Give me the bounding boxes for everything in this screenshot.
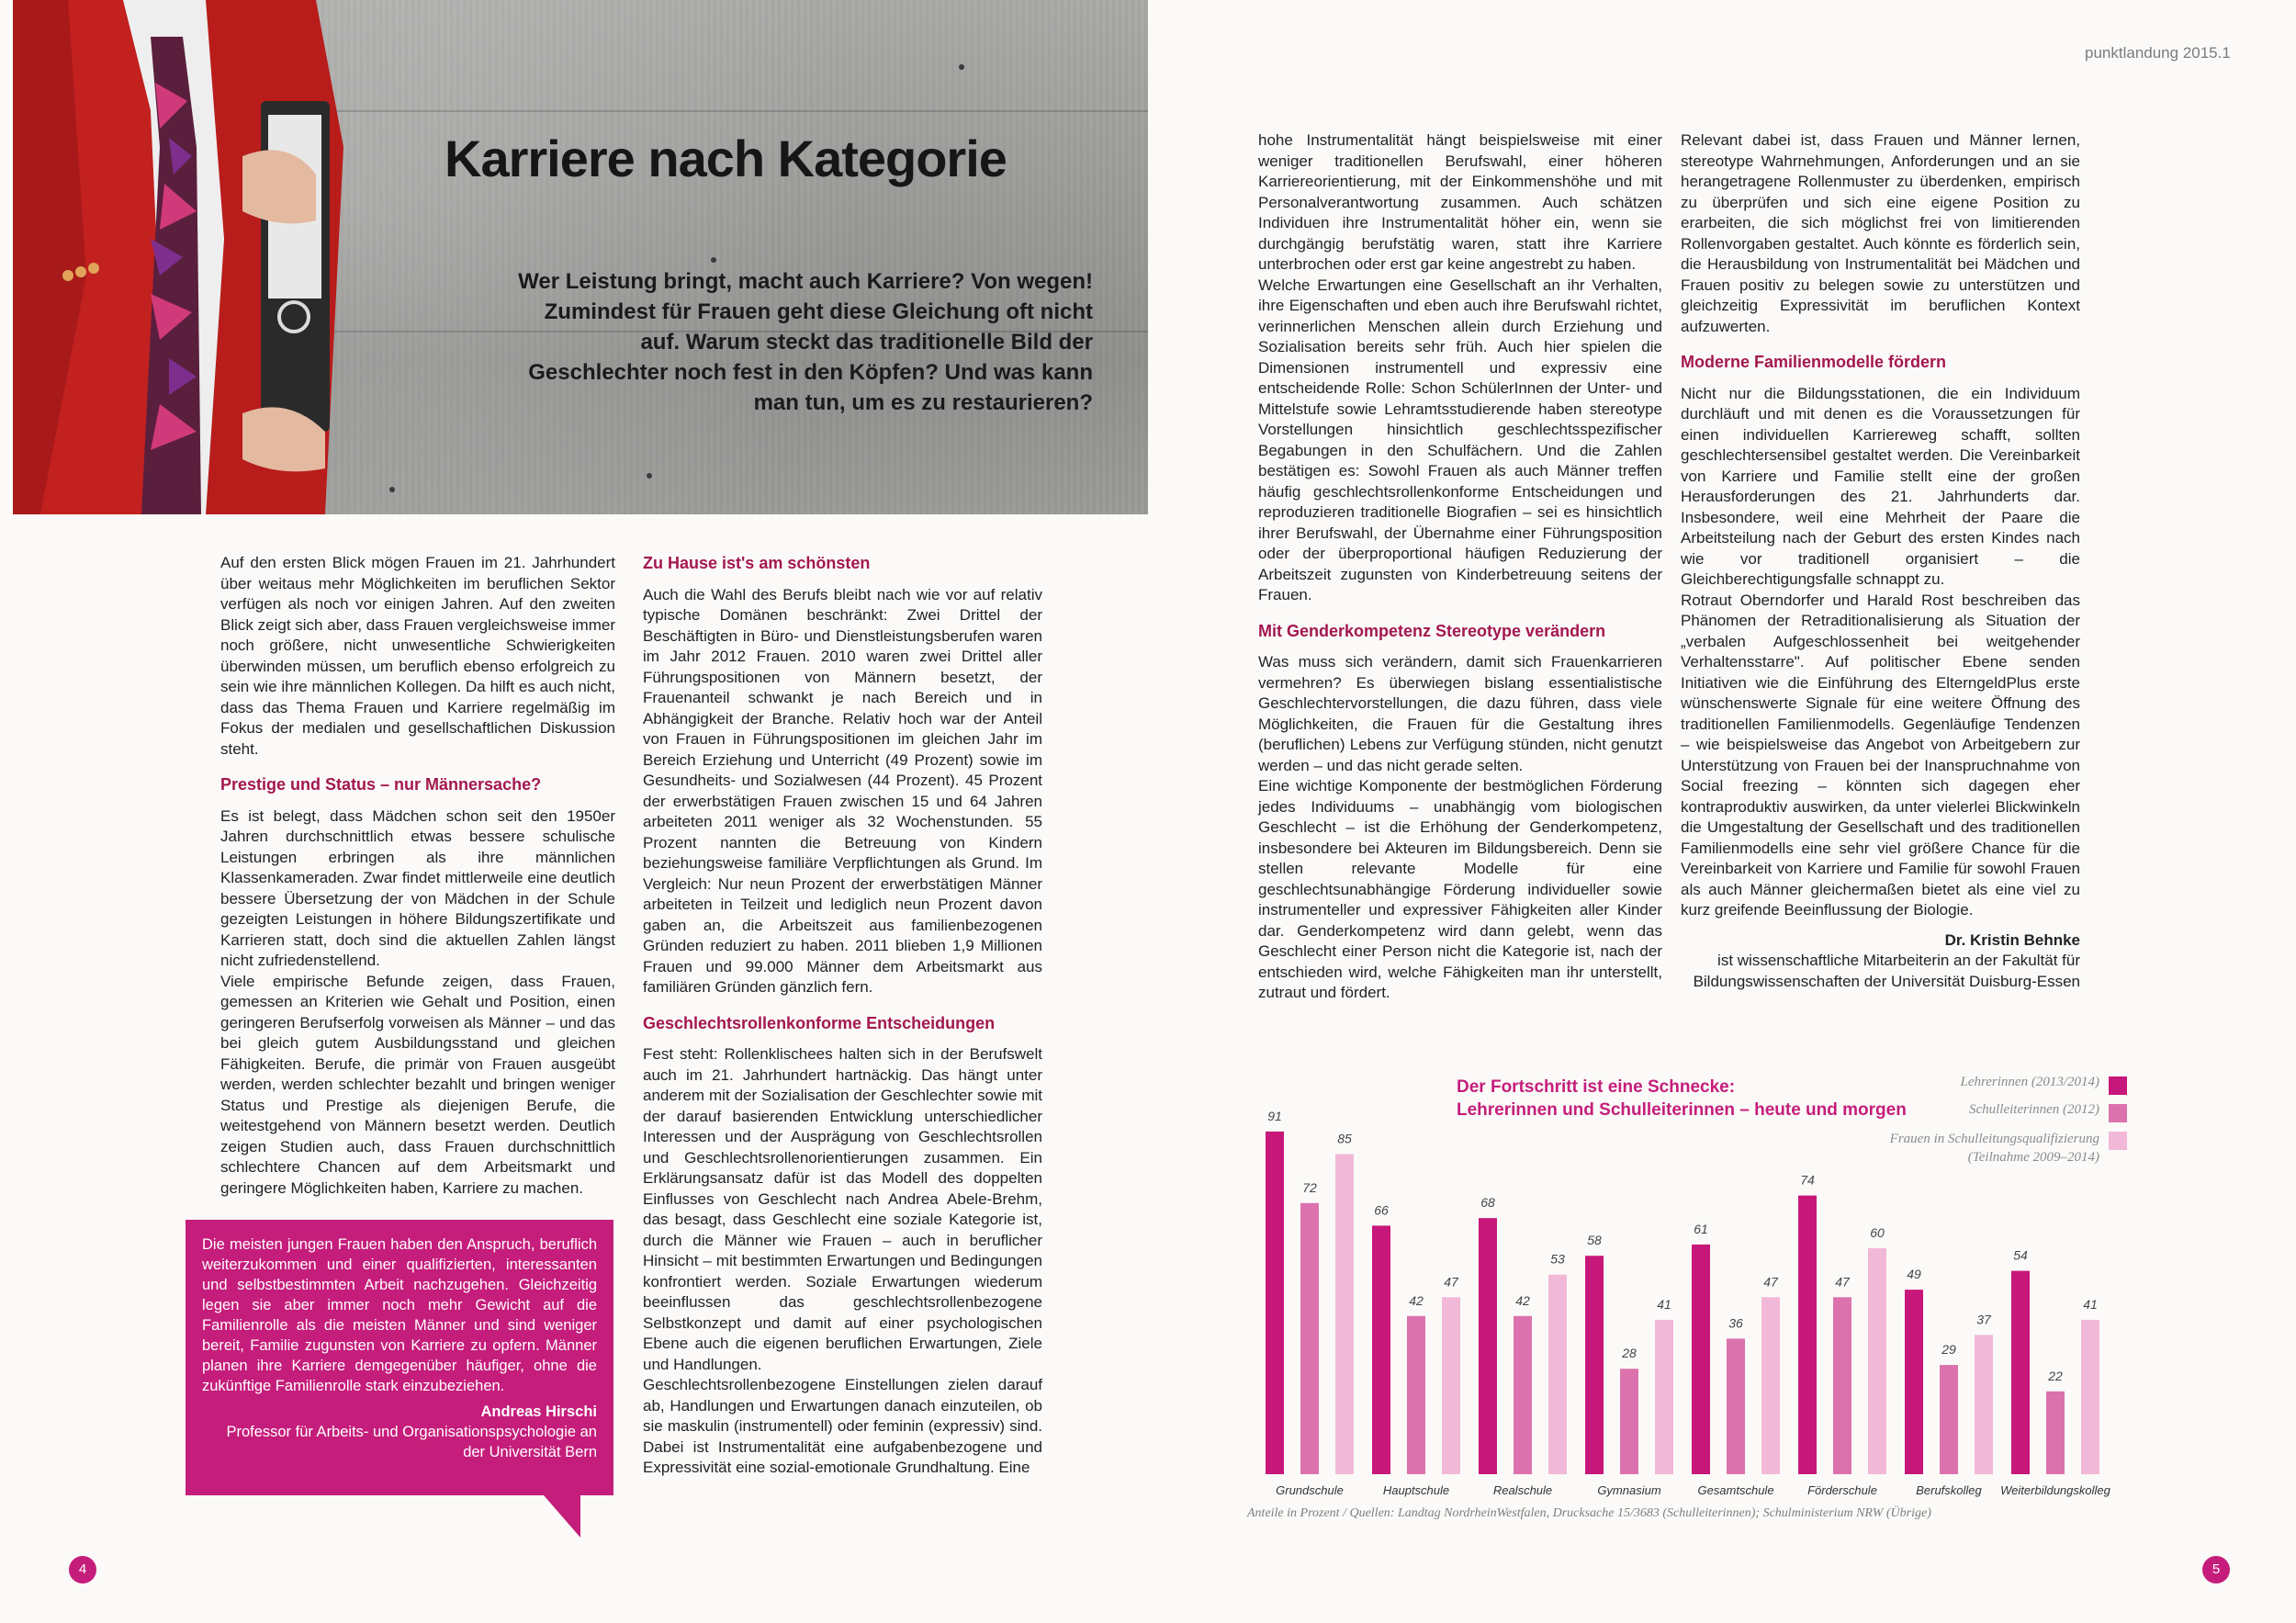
quote-author: Andreas Hirschi — [480, 1403, 597, 1420]
bar-förderschule-series-2 — [1833, 1297, 1851, 1474]
article-column-1 — [220, 553, 615, 1199]
intro-paragraph: Auf den ersten Blick mögen Frauen im 21. Jahrhundert über weitaus mehr Möglichkeiten im beruflichen Sektor verfügen als noch vor einigen Jahren. Auf den zweiten Blick zeigt sich aber, dass Frauen vergleichsweise immer noch größere, nicht unwesentliche Schwierigkeiten überwinden müssen, um beruflich ebenso erfolgreich zu sein wie ihre männlichen Kollegen. Da hilft es auch nicht, dass das Thema Frauen und Karriere regelmäßig im Fokus der medialen und gesellschaftlichen Diskussion steht. — [220, 554, 615, 758]
paragraph: Relevant dabei ist, dass Frauen und Männer lernen, stereotype Wahrnehmungen, Anforderungen und an sie herangetragene Rollenmuster zu überdenken, empirisch zu überprüfen und sich eine eigene Position zu erarbeiten, die sich möglichst frei von limitierenden Rollenvorgaben gestaltet. Auch könnte es förderlich sein, die Herausbildung von Instrumentalität bei Mädchen und Frauen positiv zu belegen sowie zu unterstützen und gleichzeitig Expressivität im beruflichen Kontext aufzuwerten. — [1681, 131, 2080, 335]
legend-label: Frauen in Schulleitungsqualifizierung — [1889, 1132, 2099, 1146]
article-column-2 — [643, 553, 1042, 1479]
data-label: 28 — [1622, 1346, 1637, 1361]
subheading-geschlechtsrollen: Geschlechtsrollenkonforme Entscheidungen — [643, 1013, 996, 1032]
speech-bubble-tail — [544, 1495, 580, 1538]
data-label: 58 — [1587, 1233, 1602, 1248]
paragraph: Nicht nur die Bildungsstationen, die ein Individuum durchläuft und mit denen es die Voraussetzungen für einen individuellen Karriereweg schafft, sollten geschlechtersensibel gestaltet werden. Die Vereinbarkeit von Karriere und Familie stellt eine der großen Herausforderungen des 21. Jahrhunderts dar. Insbesondere, weil eine Mehrheit der Paare die Arbeitsteilung nach der Geburt des ersten Kindes nach wie vor traditionell organisiert – die Gleichberechtigungsfalle schnappt zu. — [1681, 384, 2080, 588]
category-label: Gesamtschule — [1697, 1483, 1774, 1497]
paragraph: Es ist belegt, dass Mädchen schon seit den 1950er Jahren durchschnittlich etwas bessere schulische Leistungen erbringen als ihre männlichen Klassenkameraden. Zwar findet mittlerweile eine deutlich bessere Übersetzung der von Mädchen in der Schule gezeigten Leistungen in höhere Bildungszertifikate und Karrieren statt, doch sind die aktuellen Zahlen längst nicht zufriedenstellend. — [220, 806, 615, 969]
page-number-right: 5 — [2202, 1556, 2230, 1584]
bar-grundschule-series-2 — [1300, 1203, 1319, 1474]
hero-image — [13, 0, 1148, 514]
data-label: 22 — [2048, 1368, 2063, 1383]
paragraph: Eine wichtige Komponente der bestmöglichen Förderung jedes Individuums – unabhängig vom biologischen Geschlecht – ist die Erhöhung der Genderkompetenz, insbesondere bei Akteuren im Bildungsbereich. Denn sie stellen relevante Modelle für eine geschlechtsunabhängige Förderung individueller sowie instrumenteller und expressiver Fähigkeiten aller Kinder dar. Genderkompetenz wird dann gelebt, wenn das Geschlecht einer Person nicht die Kategorie ist, nach der entschieden wird, welche Fähigkeiten man ihr unterstellt, zutraut und fördert. — [1258, 777, 1662, 1001]
article-column-4 — [1681, 130, 2080, 992]
bar-förderschule-series-3 — [1868, 1248, 1886, 1474]
subheading-familienmodelle: Moderne Familienmodelle fördern — [1681, 353, 1947, 371]
bar-gesamtschule-series-1 — [1692, 1245, 1710, 1474]
data-label: 60 — [1870, 1225, 1885, 1240]
data-label: 41 — [2083, 1296, 2098, 1312]
running-head: punktlandung 2015.1 — [2085, 44, 2231, 62]
legend-label: Lehrerinnen (2013/2014) — [1960, 1075, 2099, 1089]
data-label: 36 — [1728, 1315, 1743, 1331]
category-label: Berufskolleg — [1916, 1483, 1982, 1497]
data-label: 61 — [1694, 1221, 1708, 1236]
bar-gymnasium-series-2 — [1620, 1369, 1638, 1474]
subheading-prestige: Prestige und Status – nur Männersache? — [220, 775, 542, 794]
paragraph: Viele empirische Befunde zeigen, dass Frauen, gemessen an Kriterien wie Gehalt und Position, einen geringeren Berufserfolg vorweisen als Männer – und das bei gleich gutem Ausbildungsstand und gleichen Fähigkeiten. Berufe, die primär von Frauen ausgeübt werden, werden schlechter bezahlt und bringen weniger Status und Prestige als diejenigen Berufe, die weitestgehend von Männern besetzt werden. Deutlich zeigen Studien auch, dass Frauen durchschnittlich schlechtere Chancen auf dem Arbeitsmarkt und geringere Möglichkeiten haben, Karriere zu machen. — [220, 972, 615, 1197]
article-title: Karriere nach Kategorie — [445, 130, 1007, 187]
page-right — [1148, 0, 2296, 1623]
chart-source: Anteile in Prozent / Quellen: Landtag NordrheinWestfalen, Drucksache 15/3683 (Schulleiterinnen); Schulministerium NRW (Übrige) — [1247, 1506, 1931, 1520]
paragraph: Was muss sich verändern, damit sich Frauenkarrieren vermehren? Es überwiegen bislang essentialistische Geschlechtervorstellungen, die dazu führen, dass viele Möglichkeiten, die Frauen für die Gestaltung ihres (beruflichen) Lebens zur Verfügung stünden, nicht genutzt werden – und das nicht gerade selten. — [1258, 653, 1662, 774]
data-label: 74 — [1800, 1172, 1815, 1188]
person-illustration — [13, 0, 380, 514]
bar-berufskolleg-series-3 — [1975, 1335, 1993, 1474]
chart-title-line-2: Lehrerinnen und Schulleiterinnen – heute und morgen — [1457, 1100, 1907, 1120]
data-label: 53 — [1550, 1251, 1565, 1267]
quote-text: Die meisten jungen Frauen haben den Anspruch, beruflich weiterzukommen und einer qualifizierten, interessanten und selbstbestimmten Arbeit nachzugehen. Gleichzeitig legen sie aber immer noch mehr Gewicht auf die Familienrolle als die meisten Männer und sind weniger bereit, Familie zugunsten von Karriere zu opfern. Männer planen ihre Karriere demgegenüber häufiger, ohne die zukünftige Familienrolle stark einzubeziehen. — [202, 1236, 597, 1394]
data-label: 54 — [2013, 1247, 2028, 1263]
chart-legend — [1824, 1075, 2127, 1176]
quote-author-role: Professor für Arbeits- und Organisationspsychologie an der Universität Bern — [226, 1424, 597, 1460]
chart-title-line-1: Der Fortschritt ist eine Schnecke: — [1457, 1077, 1736, 1097]
bar-hauptschule-series-2 — [1407, 1316, 1425, 1474]
data-label: 37 — [1976, 1312, 1991, 1327]
paragraph: hohe Instrumentalität hängt beispielsweise mit einer weniger traditionellen Berufswahl, einer höheren Karriereorientierung, mit der Einkommenshöhe und mit Personalverantwortung zusammen. Auch schätzen Individuen ihre Instrumentalität höher ein, wenn sie durchgängig berufstätig waren, statt ihre Karriere unterbrochen oder erst gar keine angestrebt zu haben. — [1258, 131, 1662, 273]
paragraph: Geschlechtsrollenbezogene Einstellungen zielen darauf ab, Handlungen und Erwartungen danach einzuteilen, ob sie maskulin (instrumentell) oder feminin (expressiv) sind. Dabei ist Instrumentalität eine aufgabenbezogene und Expressivität eine sozial-emotionale Grundhaltung. Eine — [643, 1376, 1042, 1476]
bar-weiterbildungskolleg-series-2 — [2046, 1392, 2065, 1474]
bar-chart — [1240, 1056, 2204, 1534]
paragraph: Rotraut Oberndorfer und Harald Rost beschreiben das Phänomen der Retraditionalisierung als Situation der „verbalen Aufgeschlossenheit bei weitgehender Verhaltensstarre". Auf politischer Ebene senden Initiativen wie die Einführung des ElterngeldPlus erste wünschenswerte Signale für eine weitere Öffnung des traditionellen Familienmodells. Gegenläufige Tendenzen – wie beispielsweise das Angebot von Arbeitgebern zur Unterstützung von Frauen bei der Inanspruchnahme von Social freezing – könnten sich dagegen eher kontraproduktiv auswirken, da unter vielerlei Blickwinkeln die Umgestaltung der Gesellschaft und des traditionellen Familienmodells eine sehr viel größere Chance für die Vereinbarkeit von Karriere und Familie für sowohl Frauen als auch Männer gleichermaßen bietet als eine viel zu kurz greifende Beeinflussung der Biologie. — [1681, 591, 2080, 919]
bar-berufskolleg-series-2 — [1940, 1365, 1958, 1474]
category-label: Förderschule — [1807, 1483, 1877, 1497]
subheading-genderkompetenz: Mit Genderkompetenz Stereotype verändern — [1258, 621, 1606, 640]
legend-label: Schulleiterinnen (2012) — [1968, 1102, 2099, 1117]
data-label: 72 — [1302, 1179, 1317, 1195]
subheading-zuhause: Zu Hause ist's am schönsten — [643, 554, 871, 572]
bar-realschule-series-2 — [1514, 1316, 1532, 1474]
bar-förderschule-series-1 — [1798, 1196, 1817, 1474]
category-label: Realschule — [1492, 1483, 1553, 1497]
bar-grundschule-series-1 — [1266, 1132, 1284, 1474]
legend-label: (Teilnahme 2009–2014) — [1967, 1150, 2099, 1165]
article-lead: Wer Leistung bringt, macht auch Karriere? Von wegen! Zumindest für Frauen geht diese Gleichung oft nicht auf. Warum steckt das traditionelle Bild der Geschlechter noch fest in den Köpfen? Und was kann man tun, um es zu restaurieren? — [518, 269, 1093, 415]
data-label: 47 — [1835, 1274, 1850, 1290]
data-label: 91 — [1267, 1108, 1282, 1123]
data-label: 47 — [1763, 1274, 1778, 1290]
paragraph: Auch die Wahl des Berufs bleibt nach wie vor auf relativ typische Domänen beschränkt: Zwei Drittel der Beschäftigten in Büro- und Dienstleistungsberufen waren im Jahr 2012 Frauen. 2010 waren zwei Drittel aller Führungspositionen von Männern besetzt, der Frauenanteil schwankt je nach Bereich und in Abhängigkeit der Branche. Relativ hoch war der Anteil von Frauen in Führungspositionen im gleichen Jahr im Bereich Erziehung und Unterricht (49 Prozent) sowie im Gesundheits- und Sozialwesen (44 Prozent). 45 Prozent der erwerbstätigen Frauen zwischen 15 und 64 Jahren arbeiteten 2011 weniger als 32 Wochenstunden. 55 Prozent nannten die Betreuung von Kindern beziehungsweise familiäre Verpflichtungen als Grund. Im Vergleich: Nur neun Prozent der erwerbstätigen Männer arbeiteten in Teilzeit und lediglich neun Prozent davon gaben an, die Arbeitszeit aus familienbezogenen Gründen reduziert zu haben. 2011 blieben 1,9 Millionen Frauen und 99.000 Männer dem Arbeitsmarkt aus familiären Gründen gänzlich fern. — [643, 585, 1042, 996]
legend-swatch — [2109, 1132, 2127, 1150]
data-label: 68 — [1480, 1195, 1495, 1211]
category-label: Hauptschule — [1382, 1483, 1450, 1497]
bar-gymnasium-series-1 — [1585, 1256, 1604, 1474]
legend-item-schulleiterinnen — [1824, 1102, 2127, 1126]
legend-item-lehrerinnen — [1824, 1075, 2127, 1099]
bar-hauptschule-series-3 — [1442, 1297, 1460, 1474]
bar-weiterbildungskolleg-series-1 — [2011, 1271, 2030, 1474]
data-label: 42 — [1409, 1292, 1424, 1308]
category-label: Gymnasium — [1597, 1483, 1661, 1497]
data-label: 42 — [1515, 1292, 1530, 1308]
author-name: Dr. Kristin Behnke — [1944, 930, 2080, 949]
bar-gesamtschule-series-3 — [1761, 1297, 1780, 1474]
page-number-left: 4 — [69, 1556, 96, 1584]
data-label: 49 — [1907, 1267, 1921, 1282]
legend-swatch — [2109, 1076, 2127, 1095]
article-column-3 — [1258, 130, 1662, 1004]
legend-swatch — [2109, 1104, 2127, 1122]
legend-item-qualifizierung — [1824, 1130, 2127, 1172]
paragraph: Fest steht: Rollenklischees halten sich in der Berufswelt auch im 21. Jahrhundert hartnäckig. Das hängt unter anderem mit der Sozialisation der Geschlechter sowie mit der darauf basierenden Entwicklung unterschiedlicher Interessen und der Ausprägung von Geschlechtsrollen und Geschlechtsrollenorientierungen zusammen. Ein Erklärungsansatz dafür ist das Modell des doppelten Einflusses von Geschlecht nach Andrea Abele-Brehm, das besagt, dass Geschlecht eine soziale Kategorie ist, durch die Männer wie Frauen – auch in beruflicher Hinsicht – mit bestimmten Erwartungen und Bedingungen konfrontiert werden. Soziale Erwartungen wiederum beeinflussen das geschlechtsrollenbezogene Selbstkonzept und damit auf einer psychologischen Ebene auch die eigenen beruflichen Erwartungen, Ziele und Handlungen. — [643, 1045, 1042, 1373]
data-label: 66 — [1374, 1202, 1389, 1218]
author-affiliation: ist wissenschaftliche Mitarbeiterin an der Fakultät für Bildungswissenschaften der Universität Duisburg-Essen — [1693, 952, 2080, 990]
data-label: 41 — [1657, 1296, 1671, 1312]
data-label: 85 — [1337, 1131, 1352, 1146]
data-label: 47 — [1444, 1274, 1458, 1290]
bar-weiterbildungskolleg-series-3 — [2081, 1320, 2099, 1474]
bar-berufskolleg-series-1 — [1905, 1290, 1923, 1474]
bar-gesamtschule-series-2 — [1727, 1338, 1745, 1474]
category-label: Weiterbildungskolleg — [2000, 1483, 2110, 1497]
bar-realschule-series-3 — [1548, 1275, 1567, 1474]
bar-hauptschule-series-1 — [1372, 1225, 1390, 1474]
bar-grundschule-series-3 — [1335, 1155, 1354, 1475]
paragraph: Welche Erwartungen eine Gesellschaft an ihr Verhalten, ihre Eigenschaften und eben auch ihre Berufswahl richtet, verinnerlichen Menschen allein durch Erziehung und Sozialisation bereits sehr früh. Auch hier spielen die Dimensionen instrumentell und expressiv eine entscheidende Rolle: Schon SchülerInnen der Unter- und Mittelstufe sowie Lehramtsstudierende haben stereotype Vorstellungen hinsichtlich geschlechtsspezifischer Begabungen in den Schulfächern. Und die Zahlen bestätigen es: Sowohl Frauen als auch Männer treffen häufig geschlechtsrollenkonforme Entscheidungen und reproduzieren traditionelle Biografien – sei es hinsichtlich ihrer Berufswahl, der Übernahme einer Führungsposition oder der überproportional häufigen Reduzierung der Arbeitszeit zugunsten von Kinderbetreuung seitens der Frauen. — [1258, 276, 1662, 603]
data-label: 29 — [1941, 1342, 1956, 1358]
bar-gymnasium-series-3 — [1655, 1320, 1673, 1474]
category-label: Grundschule — [1276, 1483, 1344, 1497]
bar-realschule-series-1 — [1479, 1218, 1497, 1474]
pull-quote — [186, 1220, 613, 1495]
